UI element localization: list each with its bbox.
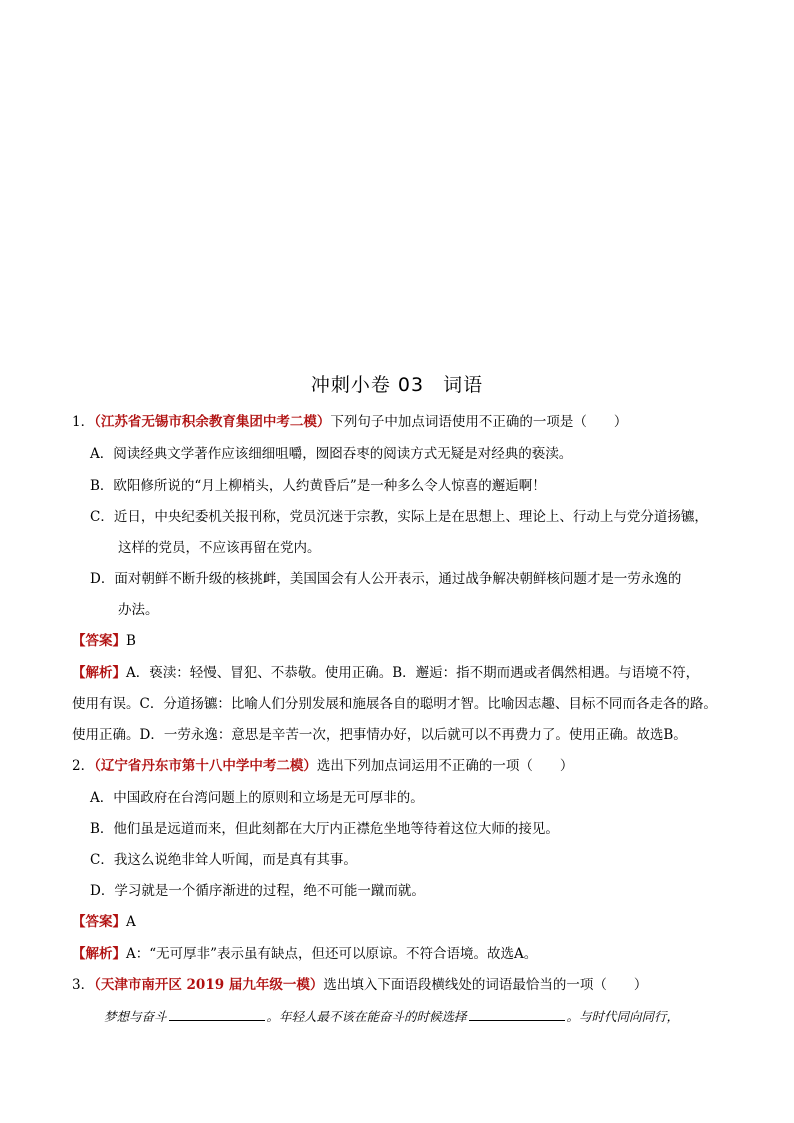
option-a: A．中国政府在台湾问题上的原则和立场是无可厚非的。 bbox=[90, 790, 424, 806]
question-source: （天津市南开区 2019 届九年级一模） bbox=[94, 977, 324, 993]
analysis-line bbox=[72, 944, 537, 964]
question-number: 3． bbox=[72, 977, 95, 993]
option-b: B．他们虽是远道而来，但此刻都在大厅内正襟危坐地等待着这位大师的接见。 bbox=[90, 821, 559, 837]
answer-tag: 【答案】 bbox=[72, 914, 126, 930]
answer-value: A bbox=[126, 914, 136, 930]
answer-line bbox=[72, 631, 136, 651]
question-source: （江苏省无锡市积余教育集团中考二模） bbox=[94, 414, 331, 430]
analysis-text: 使用正确。D．一劳永逸：意思是辛苦一次，把事情办好，以后就可以不再费力了。使用正确。故选B。 bbox=[72, 727, 687, 743]
option-c: C．我这么说绝非耸人听闻，而是真有其事。 bbox=[90, 852, 357, 868]
fill-blank bbox=[469, 1008, 565, 1021]
question-1-stem bbox=[72, 412, 627, 432]
question-2-stem bbox=[72, 756, 573, 776]
question-text: 下列句子中加点词语使用不正确的一项是（ ） bbox=[330, 414, 628, 430]
analysis-tag: 【解析】 bbox=[72, 946, 126, 962]
passage-text: 。年轻人最不该在能奋斗的时候选择 bbox=[266, 1009, 467, 1024]
fill-blank bbox=[169, 1008, 265, 1021]
analysis-text: A．亵渎：轻慢、冒犯、不恭敬。使用正确。B．邂逅：指不期而遇或者偶然相遇。与语境不符， bbox=[126, 665, 700, 681]
question-text: 选出填入下面语段横线处的词语最恰当的一项（ ） bbox=[323, 977, 648, 993]
question-number: 1． bbox=[72, 414, 95, 430]
passage-text: 梦想与奋斗 bbox=[104, 1009, 167, 1024]
option-c-continued: 这样的党员，不应该再留在党内。 bbox=[118, 540, 321, 556]
option-d: D．面对朝鲜不断升级的核挑衅，美国国会有人公开表示，通过战争解决朝鲜核问题才是一劳永逸的 bbox=[90, 571, 682, 587]
passage-line bbox=[104, 1007, 679, 1027]
option-c: C．近日，中央纪委机关报刊称，党员沉迷于宗教，实际上是在思想上、理论上、行动上与党分道扬镳， bbox=[90, 509, 708, 525]
answer-line bbox=[72, 912, 136, 932]
analysis-tag: 【解析】 bbox=[72, 665, 126, 681]
question-number: 2． bbox=[72, 758, 95, 774]
passage-text: 。与时代同向同行， bbox=[566, 1009, 680, 1024]
analysis-line bbox=[72, 663, 699, 683]
answer-tag: 【答案】 bbox=[72, 633, 126, 649]
option-b: B．欧阳修所说的“月上柳梢头，人约黄昏后”是一种多么令人惊喜的邂逅啊！ bbox=[90, 478, 546, 494]
title-sub: 词语 bbox=[443, 374, 484, 396]
option-d-continued: 办法。 bbox=[118, 602, 159, 618]
option-a: A．阅读经典文学著作应该细细咀嚼，囫囵吞枣的阅读方式无疑是对经典的亵渎。 bbox=[90, 446, 573, 462]
title-main: 冲刺小卷 03 bbox=[310, 374, 425, 396]
question-3-stem bbox=[72, 975, 647, 995]
question-text: 选出下列加点词运用不正确的一项（ ） bbox=[316, 758, 574, 774]
analysis-text: 使用有误。C．分道扬镳：比喻人们分别发展和施展各自的聪明才智。比喻因志趣、目标不同而各走各的路。 bbox=[72, 696, 717, 712]
answer-value: B bbox=[126, 633, 136, 649]
page-title bbox=[0, 370, 794, 397]
question-source: （辽宁省丹东市第十八中学中考二模） bbox=[94, 758, 317, 774]
analysis-text: A：“无可厚非”表示虽有缺点，但还可以原谅。不符合语境。故选A。 bbox=[126, 946, 538, 962]
option-d: D．学习就是一个循序渐进的过程，绝不可能一蹴而就。 bbox=[90, 883, 425, 899]
